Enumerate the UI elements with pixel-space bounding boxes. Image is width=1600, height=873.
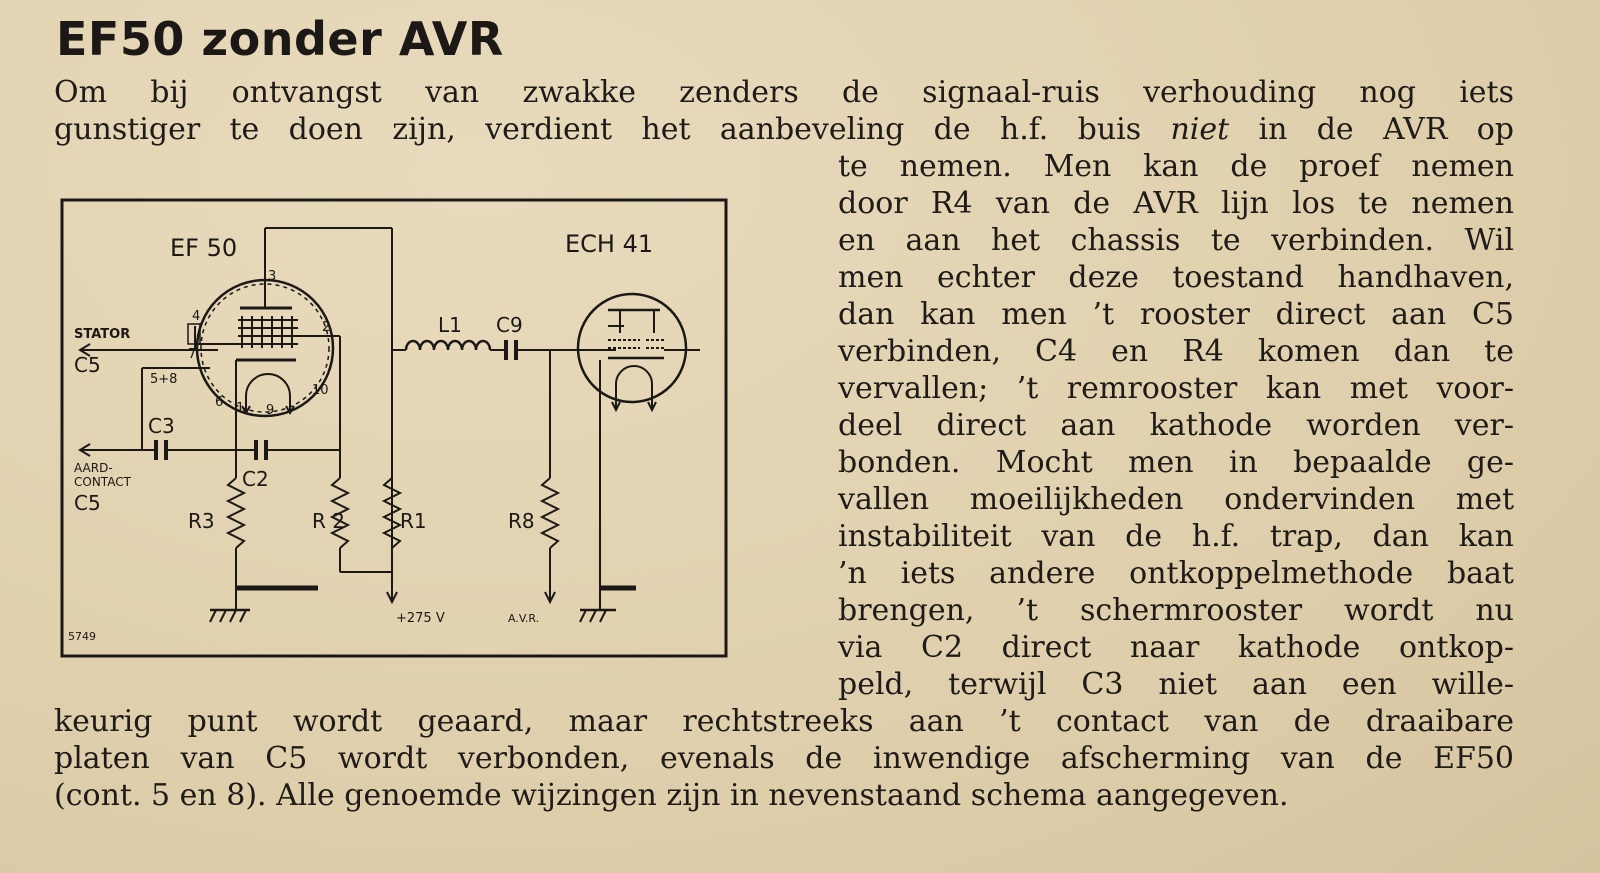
text-line: door R4 van de AVR lijn los te nemen <box>838 186 1514 221</box>
supply-label: A.V.R. <box>508 612 540 625</box>
text-line: instabiliteit van de h.f. trap, dan kan <box>838 519 1514 554</box>
pin-label: 2 <box>322 320 331 335</box>
text-line: deel direct aan kathode worden ver- <box>838 408 1514 443</box>
text-line: keurig punt wordt geaard, maar rechtstreeks aan ’t contact van de draaibare <box>54 704 1514 739</box>
schematic-label: STATOR <box>74 327 131 342</box>
schematic-label: AARD- <box>74 461 113 475</box>
text-line: vervallen; ’t remrooster kan met voor- <box>838 371 1514 406</box>
text-line: verbinden, C4 en R4 komen dan te <box>838 334 1514 369</box>
text-line: peld, terwijl C3 niet aan een wille- <box>838 667 1514 702</box>
emphasis-text: niet <box>1170 112 1230 147</box>
component-label: C9 <box>496 313 523 337</box>
text-line: via C2 direct naar kathode ontkop- <box>838 630 1514 665</box>
schematic-label: C5 <box>74 491 101 515</box>
schematic-label: CONTACT <box>74 475 131 489</box>
text-line: vallen moeilijkheden ondervinden met <box>838 482 1514 517</box>
pin-label: 7 <box>188 347 197 362</box>
component-label: C3 <box>148 414 175 438</box>
text-line: bonden. Mocht men in bepaalde ge- <box>838 445 1514 480</box>
tube-label: ECH 41 <box>565 230 654 258</box>
pin-label: 9 <box>266 403 275 418</box>
text-line: te nemen. Men kan de proef nemen <box>838 149 1514 184</box>
text-line <box>54 111 1514 148</box>
text-line: (cont. 5 en 8). Alle genoemde wijzingen zijn in nevenstaand schema aangegeven. <box>54 778 1289 813</box>
pin-label: 4 <box>192 309 201 324</box>
schematic-label: C5 <box>74 353 101 377</box>
tube-label: EF 50 <box>170 234 238 262</box>
figure-number: 5749 <box>68 630 96 643</box>
supply-label: +275 V <box>396 611 445 626</box>
component-label: R 2 <box>312 509 345 533</box>
component-label: R1 <box>400 509 427 533</box>
text-line: platen van C5 wordt verbonden, evenals de inwendige afscherming van de EF50 <box>54 741 1514 776</box>
component-label: R3 <box>188 509 215 533</box>
component-label: L1 <box>438 313 462 337</box>
text-line: en aan het chassis te verbinden. Wil <box>838 223 1514 258</box>
article-title: EF50 zonder AVR <box>56 12 504 66</box>
text-line: men echter deze toestand handhaven, <box>838 260 1514 295</box>
pin-label: 1 <box>236 401 245 416</box>
component-label: C2 <box>242 467 269 491</box>
pin-label: 6 <box>215 395 224 410</box>
text-line: brengen, ’t schermrooster wordt nu <box>838 593 1514 628</box>
text-line: ’n iets andere ontkoppelmethode baat <box>838 556 1514 591</box>
text-span: gunstiger te doen zijn, verdient het aanbeveling de h.f. buis <box>54 112 1171 147</box>
pin-label: 10 <box>312 383 329 398</box>
text-line: dan kan men ’t rooster direct aan C5 <box>838 297 1514 332</box>
component-label: R8 <box>508 509 535 533</box>
text-span: in de AVR op <box>1229 112 1514 147</box>
text-line: Om bij ontvangst van zwakke zenders de signaal-ruis verhouding nog iets <box>54 75 1514 110</box>
circuit-schematic <box>60 198 728 658</box>
pin-label: 5+8 <box>150 372 178 387</box>
pin-label: 3 <box>268 269 277 284</box>
